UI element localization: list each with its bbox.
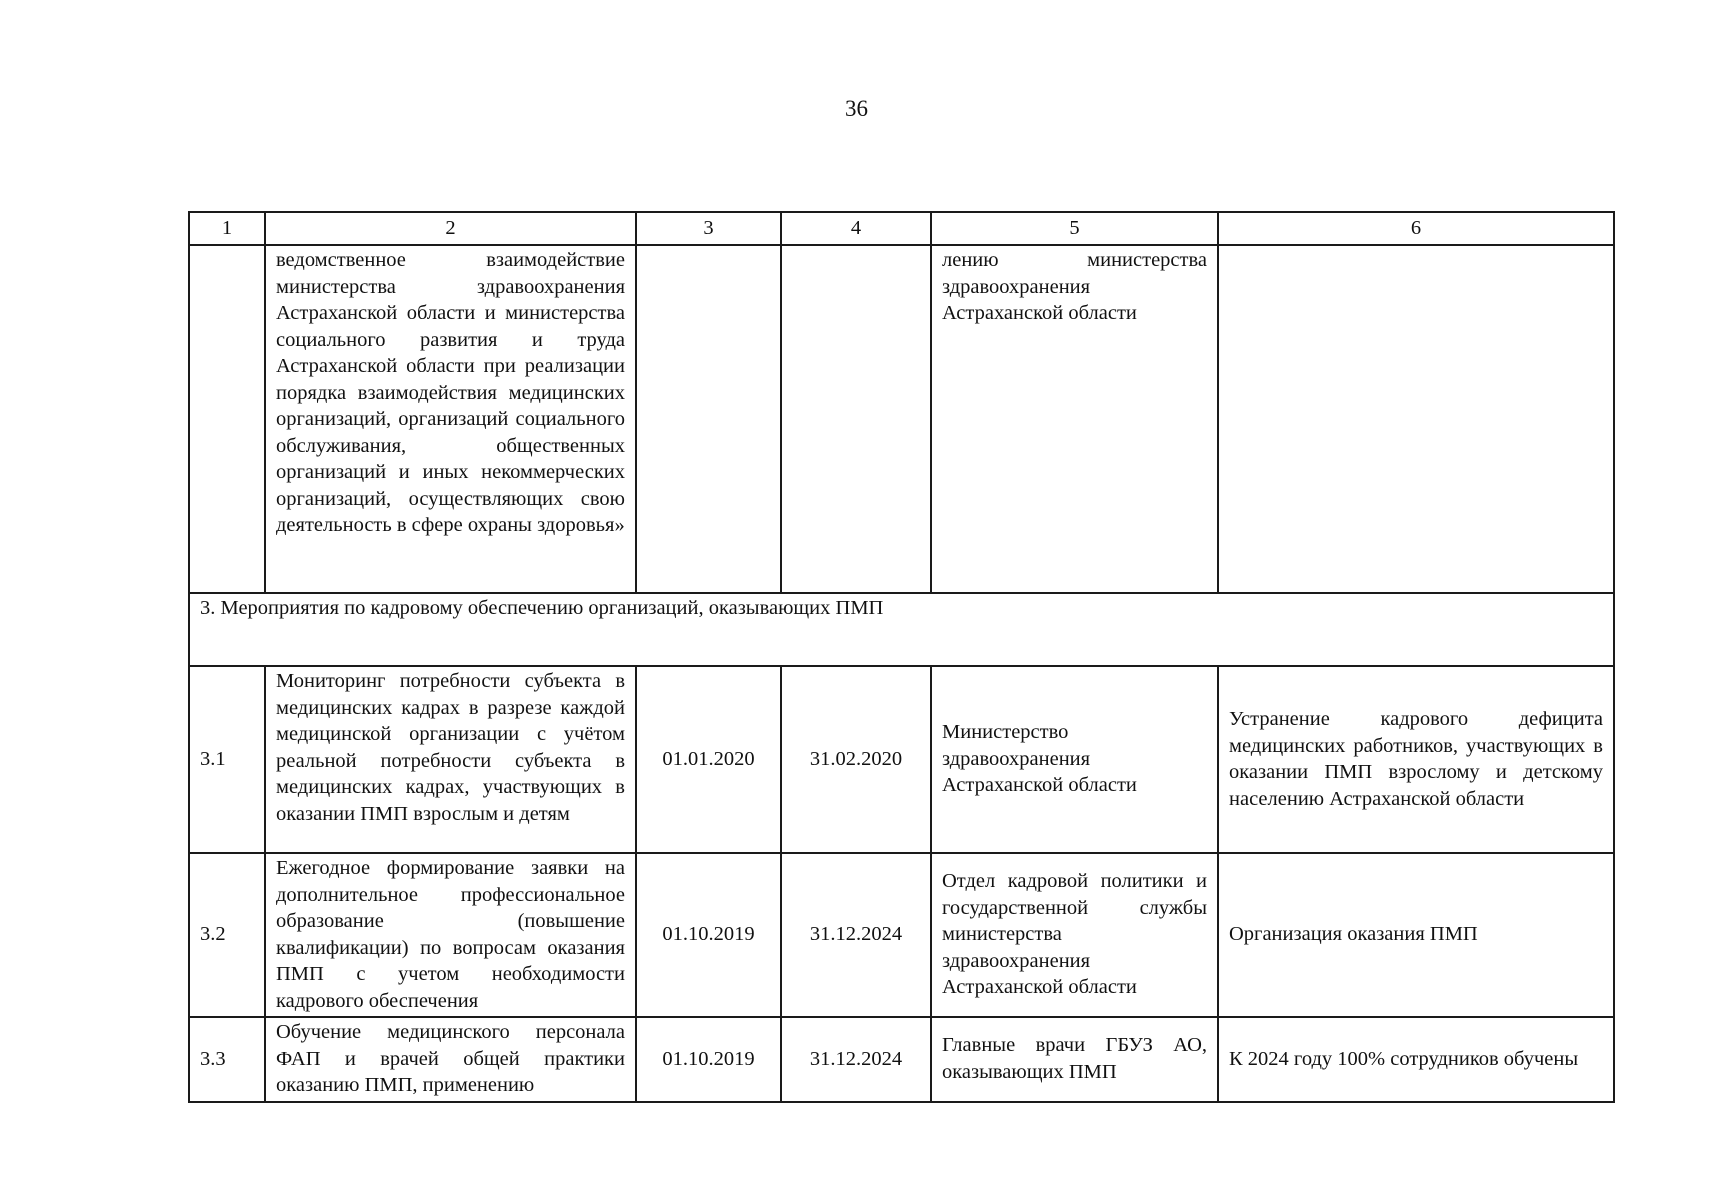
cell-num: 3.2 — [189, 853, 265, 1017]
cell-activity: Ежегодное формирование заявки на дополнительное профессиональное образование (повышение квалификации) по вопросам оказания ПМП с учетом необходимости кадрового обеспечения — [265, 853, 636, 1017]
column-header: 3 — [636, 212, 781, 245]
cell-num: 3.1 — [189, 666, 265, 853]
cell-activity: Мониторинг потребности субъекта в медицинских кадрах в разрезе каждой медицинской организации с учётом реальной потребности субъекта в медицинских кадрах, участвующих в оказании ПМП взрослым и детям — [265, 666, 636, 853]
cell-responsible: Отдел кадровой политики и государственной службы министерства здравоохранения Астраханской области — [931, 853, 1218, 1017]
cell-responsible: лению министерства здравоохранения Астраханской области — [931, 245, 1218, 593]
table-row-continuation — [189, 245, 1614, 593]
cell-result: К 2024 году 100% сотрудников обучены — [1218, 1017, 1614, 1102]
cell-end — [781, 245, 931, 593]
cell-start: 01.10.2019 — [636, 853, 781, 1017]
cell-result — [1218, 245, 1614, 593]
page-number: 36 — [845, 96, 868, 121]
section-heading-row — [189, 593, 1614, 666]
cell-num: 3.3 — [189, 1017, 265, 1102]
cell-start — [636, 245, 781, 593]
table-header-row — [189, 212, 1614, 245]
cell-responsible: Министерство здравоохранения Астраханской области — [931, 666, 1218, 853]
cell-responsible: Главные врачи ГБУЗ АО, оказывающих ПМП — [931, 1017, 1218, 1102]
cell-activity: ведомственное взаимодействие министерства здравоохранения Астраханской области и министерства социального развития и труда Астраханской области при реализации порядка взаимодействия медицинских организаций, организаций социального обслуживания, общественных организаций и иных некоммерческих организаций, осуществляющих свою деятельность в сфере охраны здоровья» — [265, 245, 636, 593]
column-header: 4 — [781, 212, 931, 245]
column-header: 6 — [1218, 212, 1614, 245]
table-row — [189, 1017, 1614, 1102]
table-row — [189, 666, 1614, 853]
cell-start: 01.01.2020 — [636, 666, 781, 853]
cell-activity: Обучение медицинского персонала ФАП и врачей общей практики оказанию ПМП, применению — [265, 1017, 636, 1102]
column-header: 2 — [265, 212, 636, 245]
cell-end: 31.12.2024 — [781, 1017, 931, 1102]
cell-num — [189, 245, 265, 593]
activities-table — [188, 211, 1615, 1103]
cell-end: 31.12.2024 — [781, 853, 931, 1017]
cell-result: Устранение кадрового дефицита медицинских работников, участвующих в оказании ПМП взрослому и детскому населению Астраханской области — [1218, 666, 1614, 853]
column-header: 5 — [931, 212, 1218, 245]
cell-start: 01.10.2019 — [636, 1017, 781, 1102]
cell-result: Организация оказания ПМП — [1218, 853, 1614, 1017]
section-title: 3. Мероприятия по кадровому обеспечению организаций, оказывающих ПМП — [189, 593, 1614, 666]
cell-end: 31.02.2020 — [781, 666, 931, 853]
table-row — [189, 853, 1614, 1017]
column-header: 1 — [189, 212, 265, 245]
